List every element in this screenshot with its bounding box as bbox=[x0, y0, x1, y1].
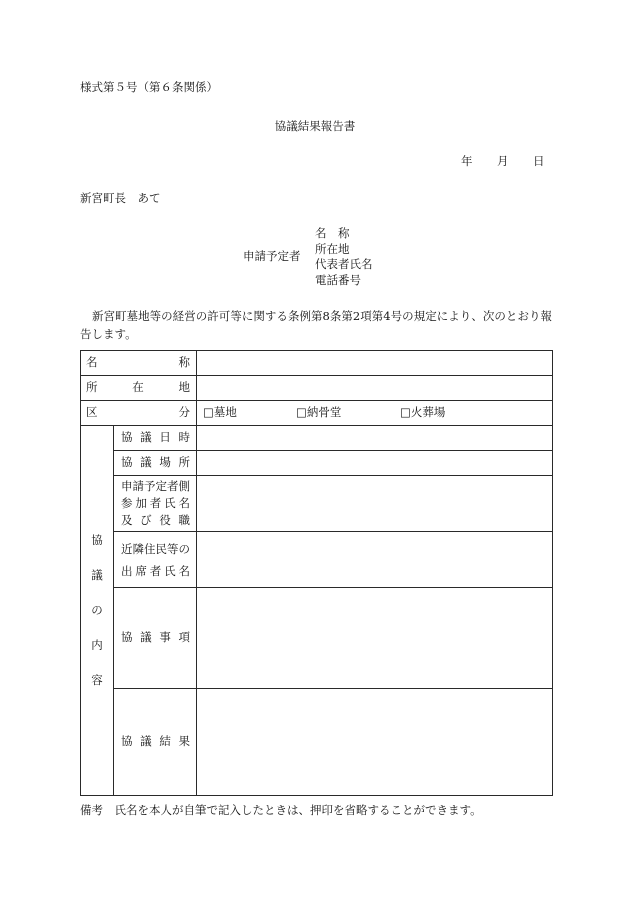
label-char: 氏 bbox=[164, 496, 176, 510]
report-table bbox=[80, 350, 553, 796]
label-char: 者 bbox=[149, 563, 162, 578]
label-char: 氏 bbox=[164, 563, 176, 578]
label-char: 請 bbox=[132, 479, 144, 493]
addressee: 新宮町長 あて bbox=[80, 191, 161, 205]
label-char: 側 bbox=[178, 479, 190, 493]
label-char: 民 bbox=[155, 541, 167, 556]
label-char: 住 bbox=[144, 541, 156, 556]
label-char: 職 bbox=[178, 513, 190, 527]
label-char: 出 bbox=[121, 563, 133, 578]
label-char: 議 bbox=[91, 567, 103, 582]
label-char: 役 bbox=[159, 513, 171, 527]
table-row-meeting-place bbox=[81, 451, 553, 476]
name-label bbox=[86, 357, 190, 369]
label-char: 議 bbox=[140, 430, 152, 445]
applicant-attendees-label-line bbox=[121, 478, 190, 495]
label-char: 称 bbox=[178, 355, 190, 370]
label-char: 事 bbox=[159, 630, 171, 645]
applicant-attendees-label-line bbox=[121, 495, 190, 512]
label-char: の bbox=[91, 602, 103, 617]
label-char: 議 bbox=[140, 630, 152, 645]
label-char: 者 bbox=[149, 496, 162, 510]
label-char: 場 bbox=[159, 455, 171, 470]
resident-attendees-label-line bbox=[121, 538, 190, 560]
location-value-cell bbox=[197, 376, 553, 401]
meeting-results-value-cell bbox=[197, 689, 553, 796]
label-char: 時 bbox=[178, 430, 190, 445]
label-char: 席 bbox=[135, 563, 147, 578]
label-char: び bbox=[140, 513, 152, 527]
label-char: 隣 bbox=[132, 541, 144, 556]
table-row-meeting-datetime bbox=[81, 426, 553, 451]
table-row-applicant-attendees bbox=[81, 476, 553, 532]
form-number: 様式第５号（第６条関係） bbox=[80, 80, 218, 94]
category-option-crematorium: □火葬場 bbox=[400, 405, 446, 420]
meeting-results-label-cell bbox=[114, 689, 197, 796]
label-char: 者 bbox=[167, 479, 179, 493]
section-label bbox=[81, 532, 113, 687]
label-char: 果 bbox=[178, 734, 190, 749]
applicant-field-address: 所在地 bbox=[315, 241, 350, 256]
label-char: 結 bbox=[159, 734, 171, 749]
label-char: 地 bbox=[178, 380, 190, 395]
label-char: 容 bbox=[91, 673, 103, 687]
applicant-field-representative: 代表者氏名 bbox=[315, 257, 373, 272]
meeting-items-label bbox=[121, 632, 190, 644]
applicant-attendees-label-cell bbox=[114, 476, 197, 532]
meeting-place-label-cell bbox=[114, 451, 197, 476]
applicant-fields bbox=[315, 226, 373, 289]
label-char: 等 bbox=[167, 541, 179, 556]
meeting-results-label bbox=[121, 736, 190, 748]
meeting-place-value-cell bbox=[197, 451, 553, 476]
label-char: 分 bbox=[178, 405, 190, 420]
meeting-place-label bbox=[121, 457, 190, 469]
resident-attendees-label-line bbox=[121, 560, 190, 582]
table-row-resident-attendees bbox=[81, 532, 553, 588]
label-char: 協 bbox=[121, 734, 133, 749]
meeting-items-label-cell bbox=[114, 588, 197, 689]
resident-attendees-label-cell bbox=[114, 532, 197, 588]
label-char: 協 bbox=[121, 630, 133, 645]
body-paragraph: 新宮町墓地等の経営の許可等に関する条例第8条第2項第4号の規定により、次のとおり報告します。 bbox=[80, 309, 552, 341]
label-char: 項 bbox=[178, 630, 190, 645]
section-label-cell bbox=[81, 426, 114, 796]
meeting-datetime-label bbox=[121, 432, 190, 444]
meeting-datetime-value-cell bbox=[197, 426, 553, 451]
label-char: 日 bbox=[159, 430, 171, 445]
remarks-note: 備考 氏名を本人が自筆で記入したときは、押印を省略することができます。 bbox=[80, 803, 482, 817]
table-body bbox=[81, 351, 553, 796]
document-title: 協議結果報告書 bbox=[274, 119, 356, 133]
label-char: 所 bbox=[178, 455, 190, 470]
applicant-attendees-value-cell bbox=[197, 476, 553, 532]
label-char: 加 bbox=[135, 496, 147, 510]
label-char: の bbox=[178, 541, 190, 556]
table-row-meeting-results bbox=[81, 689, 553, 796]
table-row-location bbox=[81, 376, 553, 401]
label-char: 定 bbox=[155, 479, 167, 493]
name-value-cell bbox=[197, 351, 553, 376]
meeting-items-value-cell bbox=[197, 588, 553, 689]
label-char: 所 bbox=[86, 380, 98, 395]
name-label-cell bbox=[81, 351, 197, 376]
label-char: 名 bbox=[86, 355, 98, 370]
category-label bbox=[86, 407, 190, 419]
label-char: 予 bbox=[144, 479, 156, 493]
location-label bbox=[86, 382, 190, 394]
label-char: 及 bbox=[121, 513, 133, 527]
category-label-cell bbox=[81, 401, 197, 426]
category-option-cemetery: □墓地 bbox=[203, 405, 237, 420]
label-char: 内 bbox=[91, 637, 103, 652]
label-char: 名 bbox=[178, 496, 190, 510]
label-char: 参 bbox=[121, 496, 133, 510]
label-char: 申 bbox=[121, 479, 133, 493]
date-line: 年 月 日 bbox=[461, 154, 545, 168]
label-char: 議 bbox=[140, 455, 152, 470]
label-char: 議 bbox=[140, 734, 152, 749]
label-char: 協 bbox=[121, 455, 133, 470]
table-row-meeting-items bbox=[81, 588, 553, 689]
applicant-label: 申請予定者 bbox=[243, 249, 301, 263]
label-char: 名 bbox=[178, 563, 190, 578]
label-char: 区 bbox=[86, 405, 98, 420]
applicant-attendees-label-line bbox=[121, 512, 190, 529]
location-label-cell bbox=[81, 376, 197, 401]
label-char: 協 bbox=[121, 430, 133, 445]
table-row-category bbox=[81, 401, 553, 426]
applicant-field-name: 名 称 bbox=[315, 226, 350, 240]
label-char: 近 bbox=[121, 541, 133, 556]
applicant-field-phone: 電話番号 bbox=[315, 273, 361, 288]
label-char: 協 bbox=[91, 532, 103, 547]
resident-attendees-value-cell bbox=[197, 532, 553, 588]
category-value-cell bbox=[197, 401, 553, 426]
category-option-ossuary: □納骨堂 bbox=[296, 405, 342, 420]
table-row-name bbox=[81, 351, 553, 376]
label-char: 在 bbox=[132, 380, 144, 395]
meeting-datetime-label-cell bbox=[114, 426, 197, 451]
